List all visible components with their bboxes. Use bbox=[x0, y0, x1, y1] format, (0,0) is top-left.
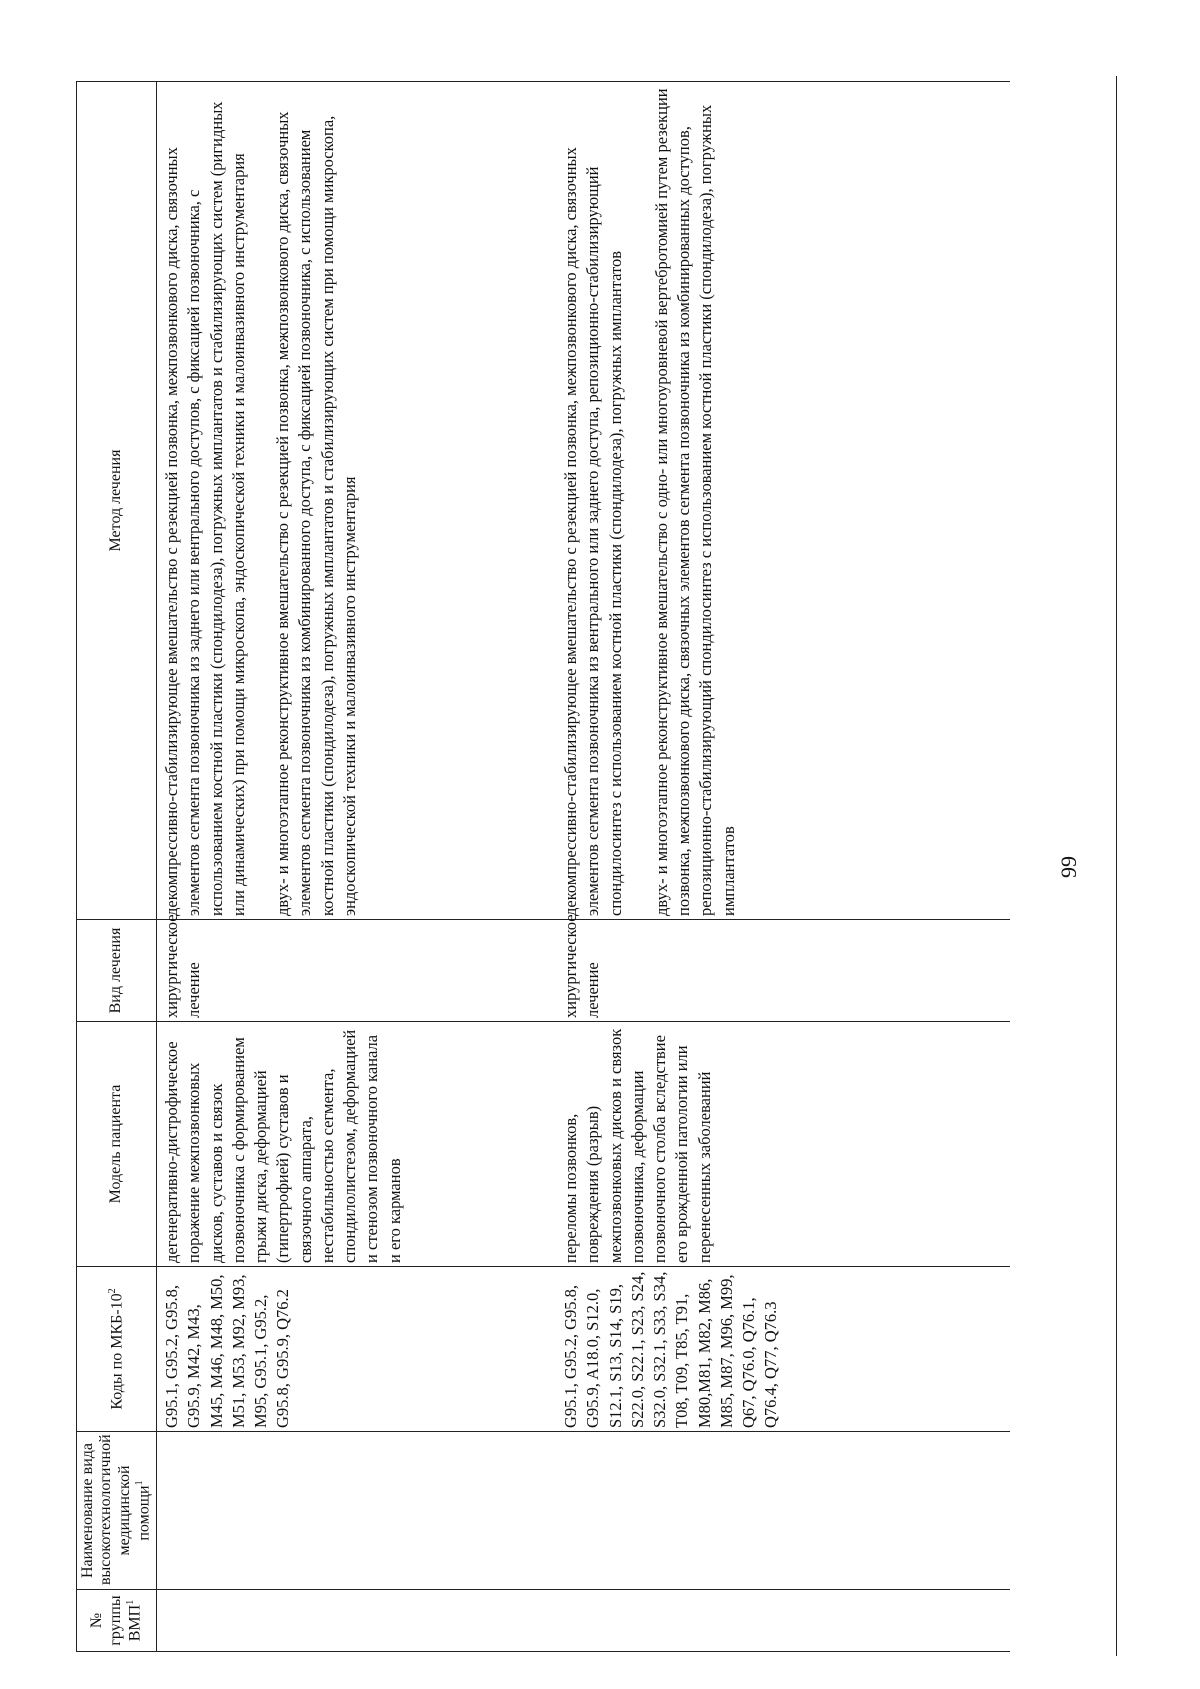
cell-treatment-method bbox=[157, 82, 557, 920]
cell-treatment-type: хирургическое лечение bbox=[157, 920, 557, 1022]
method-paragraph: декомпрессивно-стабилизирующее вмешательство с резекцией позвонка, межпозвонкового диска, связочных элементов сегмента позвоночника из заднего или вентрального доступов, с фиксацией позвоночника, с использованием костной пластики (спондилодеза), погружных имплантатов и стабилизирующих систем (ригидных или динамических) при помощи микроскопа, эндоскопической техники и малоинвазивного инструментария bbox=[162, 101, 248, 916]
rotated-page bbox=[76, 82, 1124, 1652]
vmp-table bbox=[76, 81, 1010, 1652]
cell-group-no bbox=[556, 1590, 1010, 1652]
cell-vmp-name bbox=[157, 1432, 557, 1590]
table-header-row bbox=[77, 82, 157, 1652]
cell-patient-model: переломы позвонков, повреждения (разрыв) межпозвонковых дисков и связок позвоночника, деформации позвоночного столба вследствие его врожденной патологии или перенесенных заболеваний bbox=[556, 1022, 1010, 1267]
cell-group-no bbox=[157, 1590, 557, 1652]
header-vmp-name: Наименование вида высокотехнологичной медицинской помощи$^1$ bbox=[77, 1432, 157, 1590]
cell-vmp-name bbox=[556, 1432, 1010, 1590]
cell-icd-codes: G95.1, G95.2, G95.8, G95.9, M42, M43, M45, M46, M48, M50, M51, M53, M92, M93, M95, G95.1, G95.2, G95.8, G95.9, Q76.2 bbox=[157, 1267, 557, 1432]
header-treatment-type: Вид лечения bbox=[77, 920, 157, 1022]
cell-treatment-method bbox=[556, 82, 1010, 920]
cell-icd-codes: G95.1, G95.2, G95.8, G95.9, A18.0, S12.0, S12.1, S13, S14, S19, S22.0, S22.1, S23, S24, S32.0, S32.1, S33, S34, T08, T09, T85, T91, M80,M81, M82, M86, M85, M87, M96, M99, Q67, Q76.0, Q76.1, Q76.4, Q77, Q76.3 bbox=[556, 1267, 1010, 1432]
method-paragraph: двух- и многоэтапное реконструктивное вмешательство с одно- или многоуровневой вертебротомией путем резекции позвонка, межпозвонкового диска, связочных элементов сегмента позвоночника из комбинированных доступов, репозиционно-стабилизирующий спондилосинтез с использованием костной пластики (спондилодеза), погружных имплантатов bbox=[651, 88, 738, 916]
method-paragraph: декомпрессивно-стабилизирующее вмешательство с резекцией позвонка, межпозвонкового диска, связочных элементов сегмента позвоночника из вентрального или заднего доступа, репозиционно-стабилизирующий спондилосинтез с использованием костной пластики (спондилодеза), погружных имплантатов bbox=[561, 147, 625, 916]
cell-patient-model: дегенеративно-дистрофическое поражение межпозвонковых дисков, суставов и связок позвоночника с формированием грыжи диска, деформацией (гипертрофией) суставов и связочного аппарата, нестабильностью сегмента, спондилолистезом, деформацией и стенозом позвоночного канала и его карманов bbox=[157, 1022, 557, 1267]
page-number: 99 bbox=[1056, 856, 1081, 878]
table-row bbox=[157, 82, 557, 1652]
cell-treatment-type: хирургическое лечение bbox=[556, 920, 1010, 1022]
page-edge-line bbox=[1116, 76, 1117, 1656]
table-row bbox=[556, 82, 1010, 1652]
method-paragraph: двух- и многоэтапное реконструктивное вмешательство с резекцией позвонка, межпозвонкового диска, связочных элементов сегмента позвоночника из комбинированного доступа, с фиксацией позвоночника, с использованием костной пластики (спондилодеза), погружных имплантатов и стабилизирующих систем при помощи микроскопа, эндоскопической техники и малоинвазивного инструментария bbox=[273, 111, 359, 916]
header-icd-codes: Коды по МКБ-$10^2$ bbox=[77, 1267, 157, 1432]
header-group-no: № группы ВМП$^1$ bbox=[77, 1590, 157, 1652]
header-treatment-method: Метод лечения bbox=[77, 82, 157, 920]
header-patient-model: Модель пациента bbox=[77, 1022, 157, 1267]
